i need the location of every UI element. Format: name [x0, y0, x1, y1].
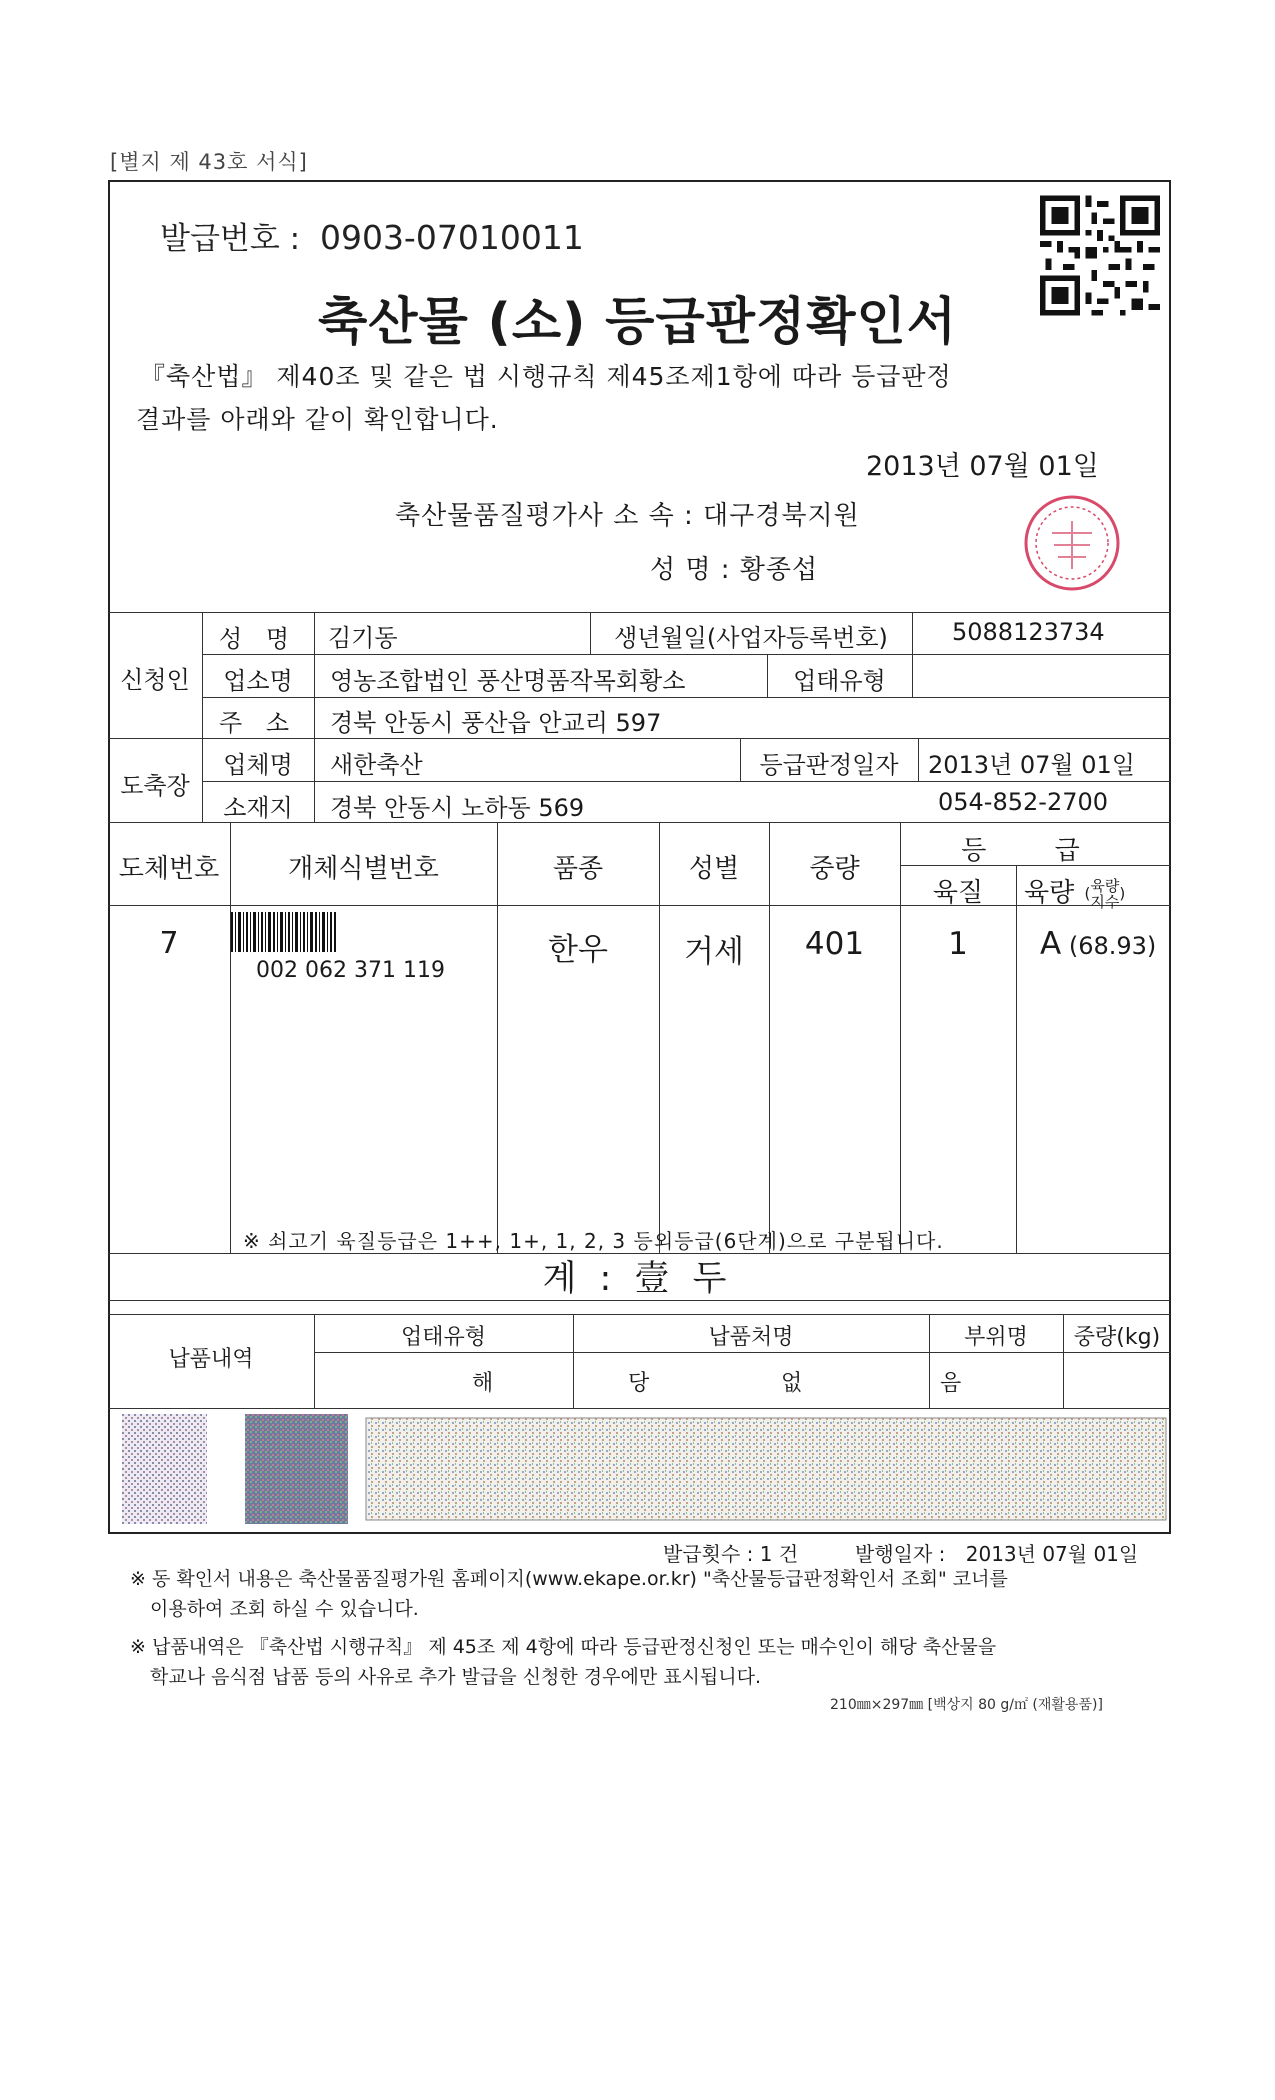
applicant-name: 김기동	[328, 624, 398, 652]
issue-number	[160, 213, 584, 258]
inspector-name-label: 성 명 :	[650, 555, 731, 585]
table-line	[1016, 865, 1017, 1253]
applicant-business-type-label: 업태유형	[793, 667, 886, 695]
grading-date: 2013년 07월 01일	[928, 751, 1135, 779]
slaughterhouse-section-label: 도축장	[120, 772, 190, 800]
table-line	[108, 1314, 1171, 1315]
header-grade: 등 급	[961, 836, 1110, 866]
table-line	[314, 1352, 1171, 1353]
publish-date-label: 발행일자 :	[855, 1542, 946, 1566]
publish-date-value: 2013년 07월 01일	[965, 1542, 1139, 1566]
delivery-header-weight: 중량(kg)	[1073, 1325, 1161, 1350]
header-id-no: 개체식별번호	[288, 854, 439, 884]
row-carcass-no: 7	[159, 926, 179, 961]
header-yield	[1024, 872, 1125, 910]
table-line	[230, 822, 231, 1253]
row-yield-index: (68.93)	[1068, 932, 1157, 960]
slaughterhouse-location: 경북 안동시 노하동 569	[330, 794, 585, 822]
header-yield-index-bottom: 지수	[1090, 892, 1120, 911]
inspector-affiliation	[395, 495, 860, 532]
row-breed: 한우	[548, 932, 608, 968]
row-quality: 1	[948, 926, 968, 962]
slaughterhouse-phone: 054-852-2700	[938, 788, 1109, 816]
applicant-address: 경북 안동시 풍산읍 안교리 597	[330, 709, 662, 737]
barcode-icon	[231, 912, 336, 952]
delivery-label: 납품내역	[168, 1347, 254, 1372]
delivery-blank-1: 해	[472, 1371, 494, 1396]
issue-date: 2013년 07월 01일	[866, 451, 1099, 482]
publish-date	[855, 1538, 1138, 1567]
row-yield	[1040, 926, 1156, 962]
footer-note-2-line-1: ※ 납품내역은 『축산법 시행규칙』 제 45조 제 4항에 따라 등급판정신청인 또는 매수인이 해당 축산물을	[130, 1636, 997, 1658]
grade-note: ※ 쇠고기 육질등급은 1++, 1+, 1, 2, 3 등외등급(6단계)으로 구분됩니다.	[243, 1229, 944, 1253]
slaughterhouse-name: 새한축산	[330, 751, 423, 779]
inspector-affiliation-label: 축산물품질평가사 소 속 :	[395, 501, 694, 531]
row-id-no: 002 062 371 119	[256, 958, 445, 983]
intro-text-line-1: 『축산법』 제40조 및 같은 법 시행규칙 제45조제1항에 따라 등급판정	[140, 362, 952, 391]
document-title: 축산물 (소) 등급판정확인서	[317, 293, 958, 352]
header-weight: 중량	[809, 854, 860, 884]
table-line	[202, 781, 1171, 782]
issue-count-value: 1 건	[759, 1542, 799, 1566]
table-line	[108, 1408, 1171, 1409]
inspector-affiliation-value: 대구경북지원	[702, 501, 860, 531]
table-line	[108, 738, 1171, 739]
issue-number-label: 발급번호 :	[160, 221, 301, 257]
delivery-header-part: 부위명	[964, 1325, 1028, 1350]
table-line	[202, 697, 1171, 698]
delivery-blank-4: 음	[940, 1371, 962, 1396]
slaughterhouse-location-label: 소재지	[223, 794, 293, 822]
table-line	[912, 612, 913, 655]
total-count: 계 : 壹 두	[542, 1259, 733, 1299]
applicant-business-label: 업소명	[223, 667, 293, 695]
inspector-name-value: 황종섭	[739, 555, 819, 585]
applicant-birth-value: 5088123734	[952, 618, 1105, 646]
header-breed: 품종	[552, 854, 604, 884]
row-weight: 401	[804, 926, 865, 962]
row-yield-grade: A	[1040, 926, 1062, 962]
issue-number-value: 0903-07010011	[319, 218, 584, 257]
applicant-address-label: 주 소	[219, 709, 297, 737]
applicant-name-label: 성 명	[219, 625, 297, 653]
table-line	[497, 822, 498, 1253]
table-line	[912, 654, 913, 698]
applicant-section-label: 신청인	[120, 666, 190, 694]
footer-note-2-line-2: 학교나 음식점 납품 등의 사유로 추가 발급을 신청한 경우에만 표시됩니다.	[150, 1666, 762, 1688]
intro-text-line-2: 결과를 아래와 같이 확인합니다.	[136, 405, 499, 434]
row-sex: 거세	[684, 934, 744, 970]
delivery-header-type: 업태유형	[400, 1325, 486, 1350]
footer-note-1-line-2: 이용하여 조회 하실 수 있습니다.	[150, 1598, 419, 1620]
table-line	[659, 822, 660, 1253]
issue-count-label: 발급횟수 :	[663, 1542, 754, 1566]
paper-spec: 210㎜×297㎜ [백상지 80 g/㎡ (재활용품)]	[830, 1697, 1103, 1713]
table-line	[314, 612, 315, 822]
applicant-business: 영농조합법인 풍산명품작목회황소	[330, 667, 686, 695]
header-yield-label: 육량	[1024, 878, 1075, 908]
footer-note-1-line-1: ※ 동 확인서 내용은 축산물품질평가원 홈페이지(www.ekape.or.kr) "축산물등급판정확인서 조회" 코너를	[130, 1568, 1008, 1590]
table-line	[108, 612, 1171, 613]
header-yield-index-top: 육량	[1090, 876, 1120, 895]
table-line	[202, 654, 1171, 655]
header-sex: 성별	[688, 854, 740, 884]
table-line	[769, 822, 770, 1253]
delivery-blank-3: 없	[781, 1371, 803, 1396]
delivery-header-destination: 납품처명	[708, 1325, 794, 1350]
header-carcass-no: 도체번호	[118, 854, 220, 884]
official-seal-icon	[1022, 493, 1122, 593]
slaughterhouse-name-label: 업체명	[223, 751, 293, 779]
delivery-blank-2: 당	[628, 1371, 650, 1396]
form-number-label: [별지 제 43호 서식]	[110, 150, 308, 174]
issue-count	[663, 1538, 798, 1567]
header-quality: 육질	[932, 878, 984, 908]
header-yield-index: (육량 지수)	[1084, 876, 1126, 911]
applicant-birth-label: 생년월일(사업자등록번호)	[614, 624, 888, 652]
grading-date-label: 등급판정일자	[759, 751, 899, 779]
security-pattern	[122, 1414, 1167, 1524]
inspector-name	[650, 549, 818, 586]
table-line	[918, 738, 919, 782]
